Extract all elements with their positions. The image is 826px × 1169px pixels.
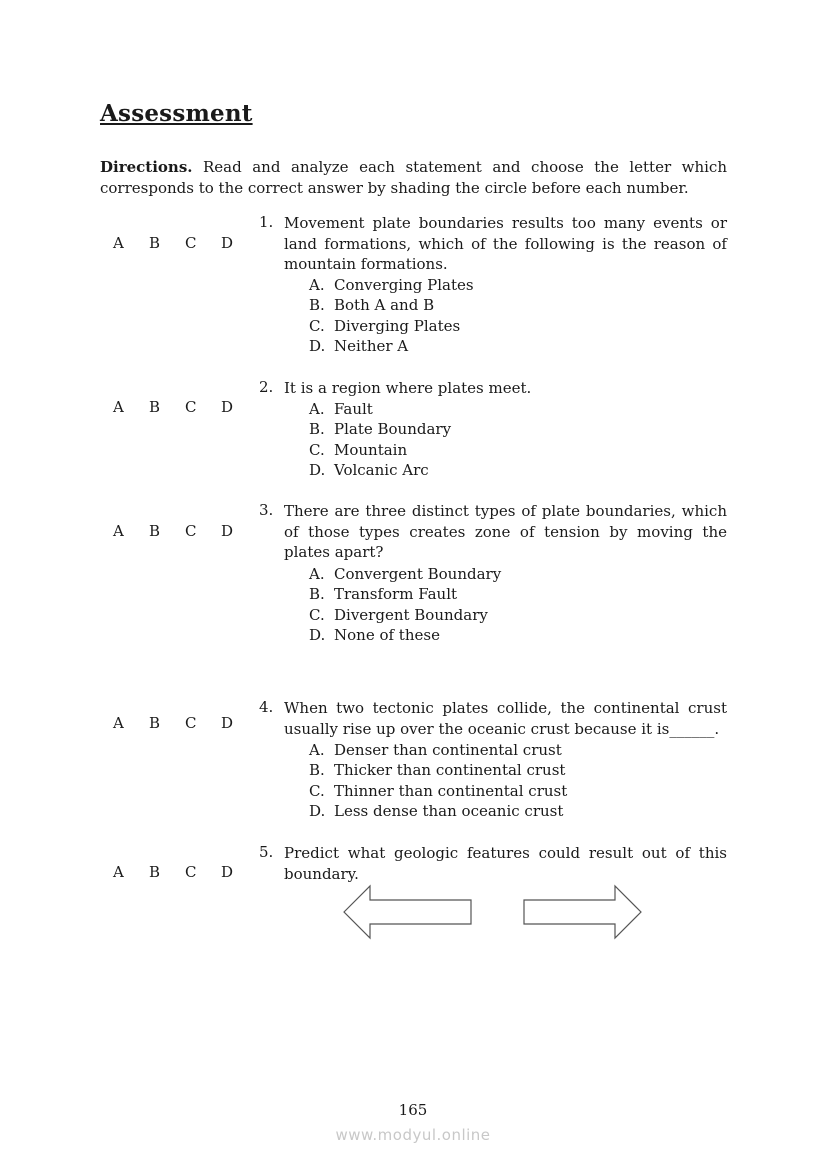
- diverging-arrows-svg: [340, 884, 650, 944]
- option: [309, 419, 451, 440]
- option: [309, 605, 501, 626]
- answer-choices-3[interactable]: [113, 522, 257, 540]
- option: [309, 316, 474, 337]
- option-text: Plate Boundary: [334, 420, 452, 439]
- option-letter: C.: [309, 316, 325, 335]
- answer-choices-5[interactable]: [113, 863, 257, 881]
- option-text: None of these: [334, 626, 440, 645]
- option-text: Convergent Boundary: [334, 564, 502, 583]
- question-number: 4.: [259, 698, 274, 716]
- option-letter: A.: [309, 275, 325, 294]
- directions-text: Read and analyze each statement and choose the letter which corresponds to the correct answer by shading the circle before each number.: [100, 158, 727, 197]
- answer-choices-1[interactable]: [113, 234, 257, 252]
- option: [309, 460, 451, 481]
- option: [309, 399, 451, 420]
- option: [309, 781, 567, 802]
- option: [309, 760, 567, 781]
- option: [309, 295, 474, 316]
- choice-d[interactable]: D: [221, 714, 234, 732]
- choice-d[interactable]: D: [221, 863, 234, 881]
- choice-c[interactable]: C: [185, 234, 197, 252]
- option-letter: A.: [309, 399, 325, 418]
- option-letter: A.: [309, 564, 325, 583]
- option-text: Less dense than oceanic crust: [334, 802, 564, 821]
- question-stem: It is a region where plates meet.: [284, 379, 532, 397]
- option-letter: D.: [309, 626, 326, 645]
- option-text: Both A and B: [334, 296, 435, 315]
- choice-b[interactable]: B: [149, 398, 161, 416]
- option: [309, 584, 501, 605]
- option: [309, 564, 501, 585]
- option-list: [309, 564, 501, 646]
- question-number: 2.: [259, 378, 274, 396]
- choice-c[interactable]: C: [185, 398, 197, 416]
- option-text: Fault: [334, 399, 373, 418]
- choice-b[interactable]: B: [149, 863, 161, 881]
- answer-choices-4[interactable]: [113, 714, 257, 732]
- answer-choices-2[interactable]: [113, 398, 257, 416]
- option-text: Divergent Boundary: [334, 605, 488, 624]
- choice-c[interactable]: C: [185, 863, 197, 881]
- question-stem: Predict what geologic features could result out of this boundary.: [284, 844, 727, 883]
- choice-c[interactable]: C: [185, 714, 197, 732]
- choice-d[interactable]: D: [221, 398, 234, 416]
- option-text: Mountain: [334, 440, 408, 459]
- arrow-right-icon: [524, 886, 641, 938]
- option-letter: D.: [309, 337, 326, 356]
- option-letter: B.: [309, 296, 325, 315]
- choice-a[interactable]: A: [113, 234, 124, 252]
- option-text: Neither A: [334, 337, 409, 356]
- question-stem: There are three distinct types of plate boundaries, which of those types creates zone of tension by moving the plates apart?: [284, 502, 727, 562]
- option: [309, 801, 567, 822]
- option-text: Volcanic Arc: [334, 461, 429, 480]
- option-text: Diverging Plates: [334, 316, 461, 335]
- directions-label: Directions.: [100, 158, 193, 176]
- question-number: 1.: [259, 213, 274, 231]
- choice-a[interactable]: A: [113, 714, 124, 732]
- choice-c[interactable]: C: [185, 522, 197, 540]
- option-text: Thinner than continental crust: [334, 781, 568, 800]
- option-text: Thicker than continental crust: [334, 761, 566, 780]
- page-title: Assessment: [100, 100, 253, 127]
- option-list: [309, 399, 451, 481]
- option: [309, 275, 474, 296]
- choice-a[interactable]: A: [113, 398, 124, 416]
- choice-a[interactable]: A: [113, 863, 124, 881]
- option-letter: D.: [309, 461, 326, 480]
- question-stem: Movement plate boundaries results too many events or land formations, which of the following is the reason of mountain formations.: [284, 214, 727, 274]
- page-number: 165: [398, 1101, 428, 1119]
- directions: [100, 157, 727, 199]
- option-text: Denser than continental crust: [334, 740, 562, 759]
- choice-d[interactable]: D: [221, 522, 234, 540]
- option-list: [309, 275, 474, 357]
- choice-d[interactable]: D: [221, 234, 234, 252]
- arrow-left-icon: [344, 886, 471, 938]
- option-list: [309, 740, 567, 822]
- option: [309, 625, 501, 646]
- option-letter: B.: [309, 585, 325, 604]
- option-letter: A.: [309, 740, 325, 759]
- option-letter: D.: [309, 802, 326, 821]
- option: [309, 740, 567, 761]
- diverging-arrows-figure: [340, 884, 650, 948]
- choice-b[interactable]: B: [149, 234, 161, 252]
- choice-b[interactable]: B: [149, 714, 161, 732]
- question-stem: When two tectonic plates collide, the continental crust usually rise up over the oceanic crust because it is______.: [284, 699, 727, 738]
- question-number: 5.: [259, 843, 274, 861]
- option: [309, 336, 474, 357]
- option-letter: C.: [309, 605, 325, 624]
- choice-a[interactable]: A: [113, 522, 124, 540]
- choice-b[interactable]: B: [149, 522, 161, 540]
- option-letter: C.: [309, 440, 325, 459]
- option-letter: C.: [309, 781, 325, 800]
- question-number: 3.: [259, 501, 274, 519]
- watermark: www.modyul.online: [335, 1126, 491, 1144]
- option-text: Converging Plates: [334, 275, 474, 294]
- option-letter: B.: [309, 761, 325, 780]
- option-letter: B.: [309, 420, 325, 439]
- option-text: Transform Fault: [334, 585, 458, 604]
- option: [309, 440, 451, 461]
